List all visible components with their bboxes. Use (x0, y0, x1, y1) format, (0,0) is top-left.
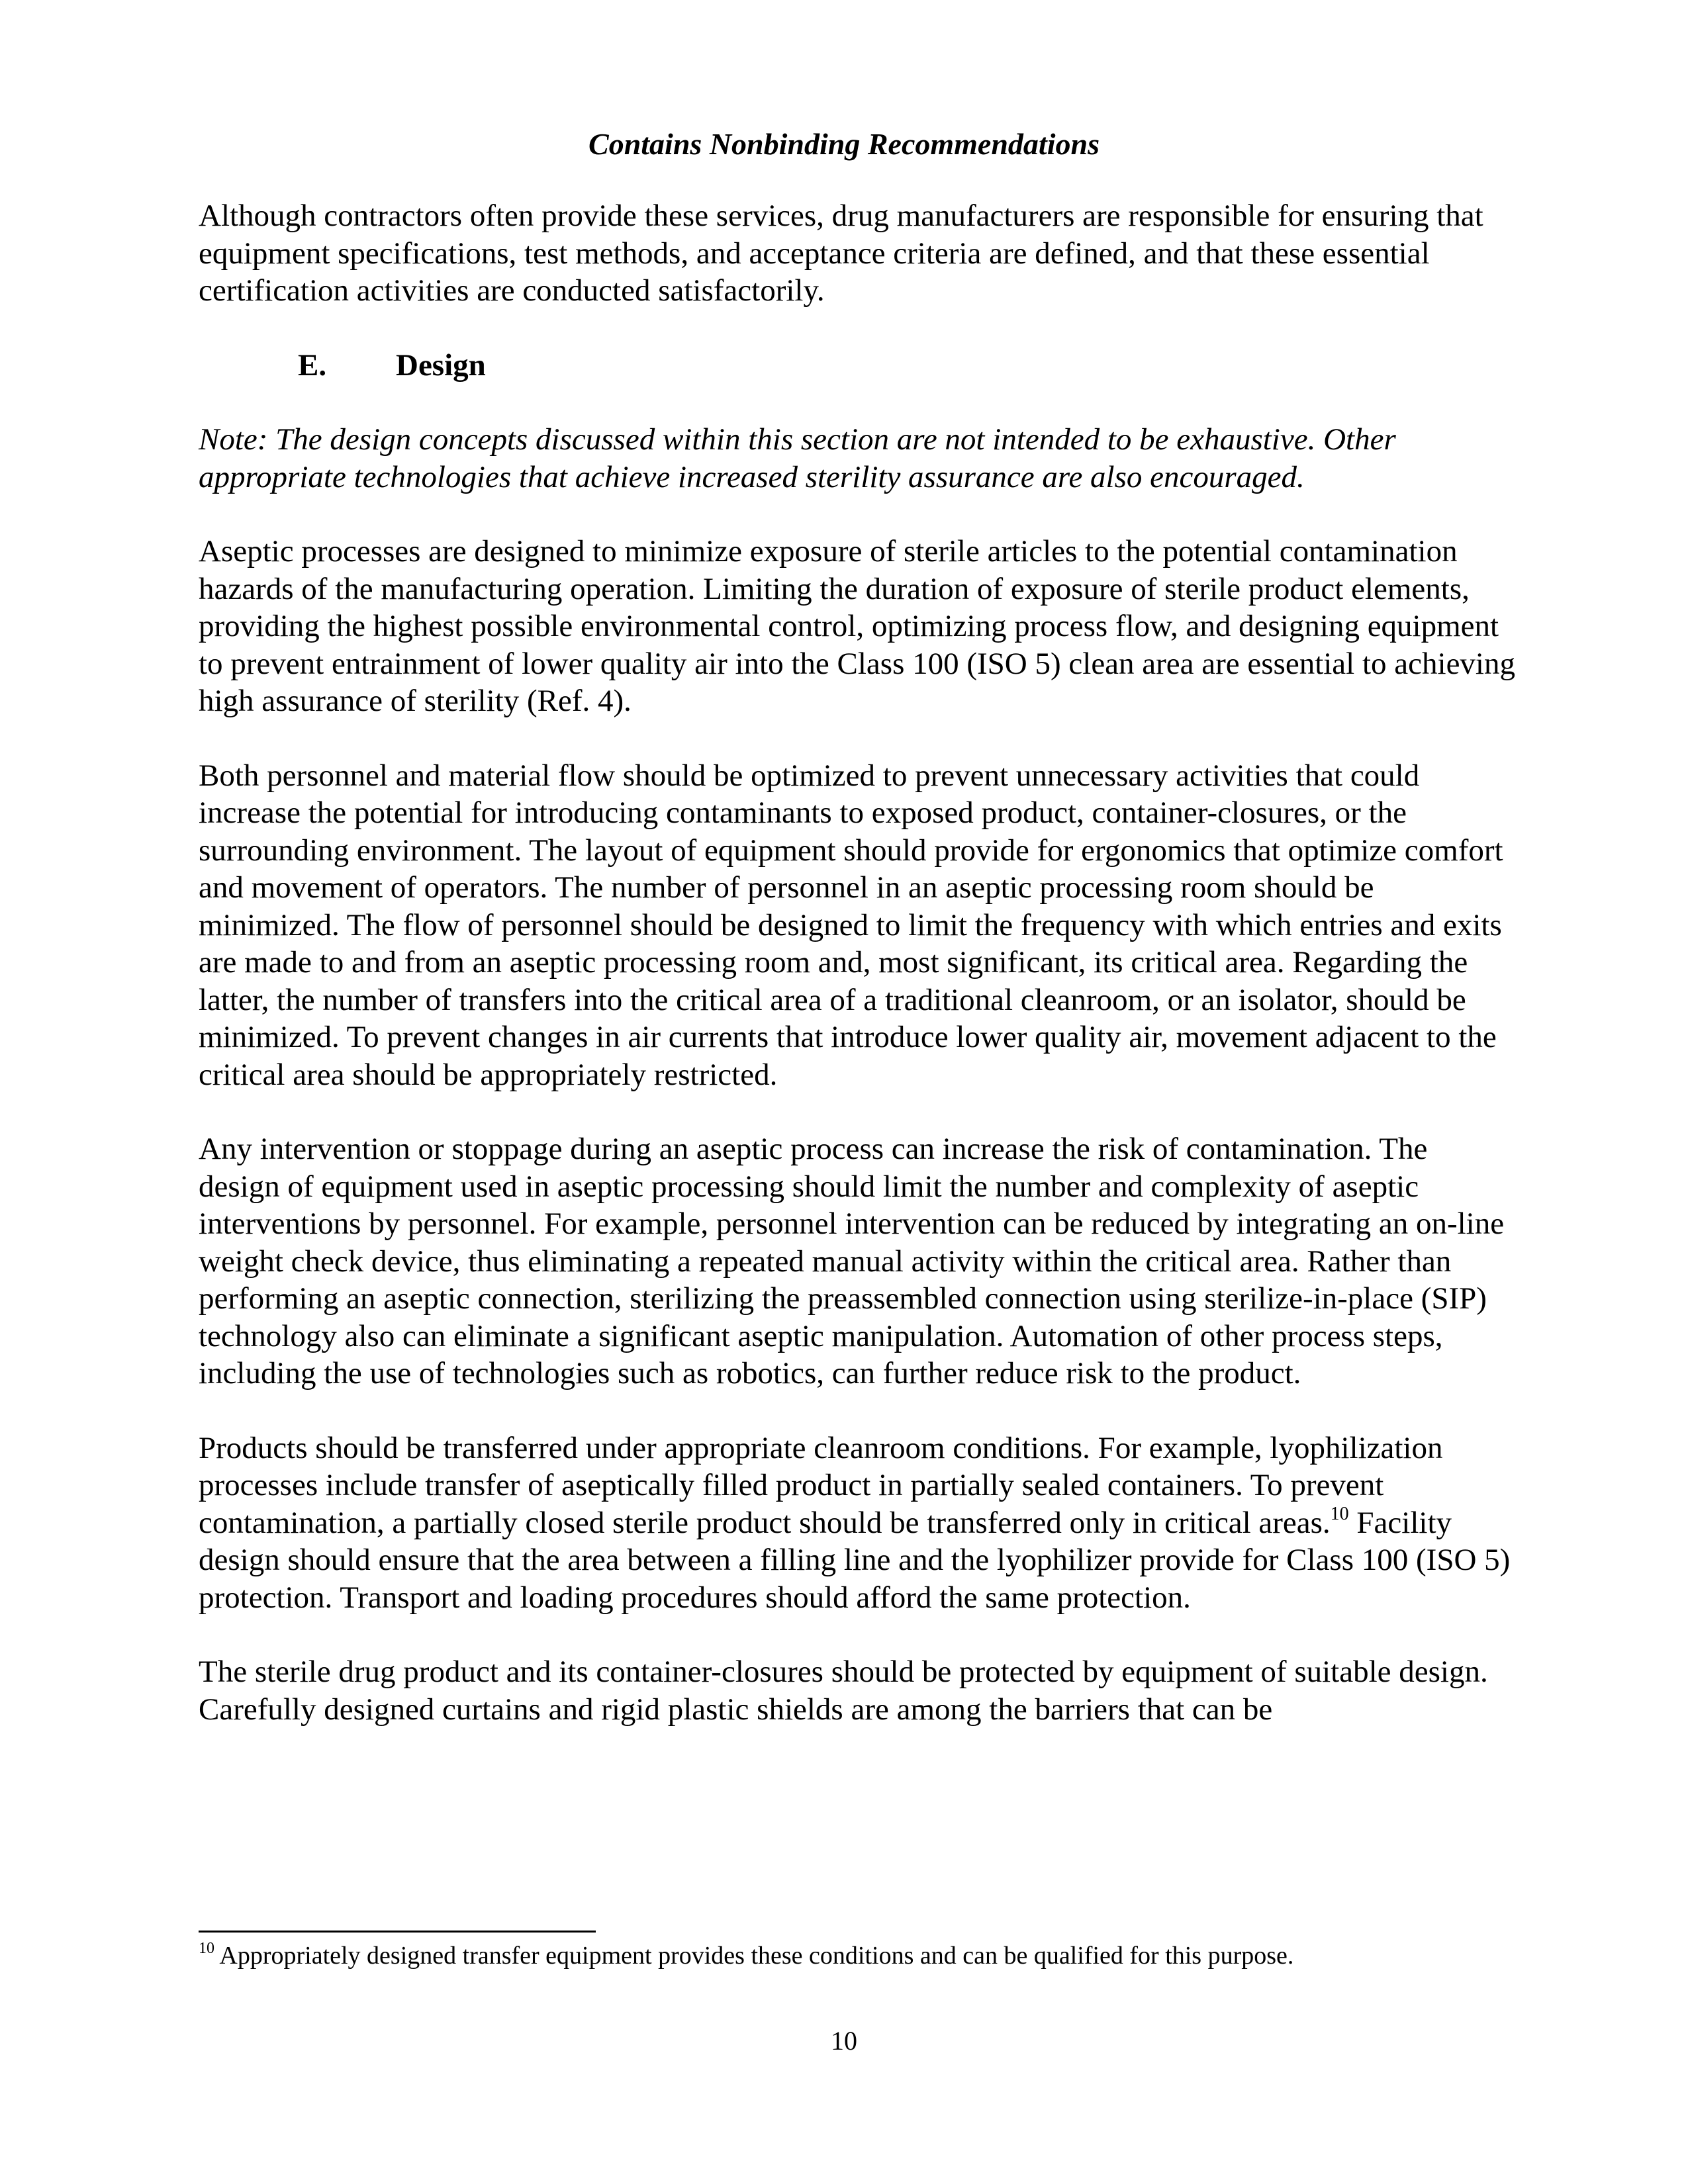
footnote (199, 1940, 1516, 1971)
section-letter: E. (298, 347, 327, 383)
section-title: Design (396, 347, 486, 383)
intro-paragraph: Although contractors often provide these services, drug manufacturers are responsible for ensuring that equipment specifications, test methods, and acceptance criteria are defined, and that these essential certification activities are conducted satisfactorily. (199, 199, 1483, 308)
paragraph-aseptic-processes: Aseptic processes are designed to minimize exposure of sterile articles to the potential contamination hazards of the manufacturing operation. Limiting the duration of exposure of sterile product elements, providing the highest possible environmental control, optimizing process flow, and designing equipment to prevent entrainment of lower quality air into the Class 100 (ISO 5) clean area are essential to achieving high assurance of sterility (Ref. 4). (199, 534, 1515, 718)
footnote-divider (199, 1931, 596, 1933)
body-text (199, 197, 1516, 1765)
section-heading (199, 347, 1516, 385)
paragraph-product-transfer-continuation: Facility design should ensure that the area between a filling line and the lyophilizer provide for Class 100 (ISO 5) protection. Transport and loading procedures should afford the same protection. (199, 1505, 1511, 1615)
design-note: Note: The design concepts discussed within this section are not intended to be exhaustive. Other appropriate technologies that achieve increased sterility assurance are also encouraged. (199, 422, 1396, 494)
paragraph-barriers: The sterile drug product and its container-closures should be protected by equipment of suitable design. Carefully designed curtains and rigid plastic shields are among the barriers that can be (199, 1655, 1488, 1727)
paragraph-product-transfer (199, 1430, 1516, 1617)
footnote-text: Appropriately designed transfer equipment provides these conditions and can be qualified for this purpose. (214, 1942, 1294, 1970)
page-header: Contains Nonbinding Recommendations (588, 127, 1100, 161)
footnote-reference[interactable]: 10 (1330, 1503, 1349, 1524)
paragraph-product-transfer-text: Products should be transferred under appropriate cleanroom conditions. For example, lyophilization processes include transfer of aseptically filled product in partially sealed containers. To prevent contamination, a partially closed sterile product should be transferred only in critical areas. (199, 1430, 1443, 1540)
paragraph-personnel-flow: Both personnel and material flow should be optimized to prevent unnecessary activities that could increase the potential for introducing contaminants to exposed product, container-closures, or the surrounding environment. The layout of equipment should provide for ergonomics that optimize comfort and movement of operators. The number of personnel in an aseptic processing room should be minimized. The flow of personnel should be designed to limit the frequency with which entries and exits are made to and from an aseptic processing room and, most significant, its critical area. Regarding the latter, the number of transfers into the critical area of a traditional cleanroom, or an isolator, should be minimized. To prevent changes in air currents that introduce lower quality air, movement adjacent to the critical area should be appropriately restricted. (199, 758, 1503, 1092)
page-number: 10 (831, 2026, 857, 2056)
paragraph-interventions: Any intervention or stoppage during an aseptic process can increase the risk of contamination. The design of equipment used in aseptic processing should limit the number and complexity of aseptic interventions by personnel. For example, personnel intervention can be reduced by integrating an on-line weight check device, thus eliminating a repeated manual activity within the critical area. Rather than performing an aseptic connection, sterilizing the preassembled connection using sterilize-in-place (SIP) technology also can eliminate a significant aseptic manipulation. Automation of other process steps, including the use of technologies such as robotics, can further reduce risk to the product. (199, 1132, 1505, 1390)
footnote-number: 10 (199, 1940, 214, 1957)
